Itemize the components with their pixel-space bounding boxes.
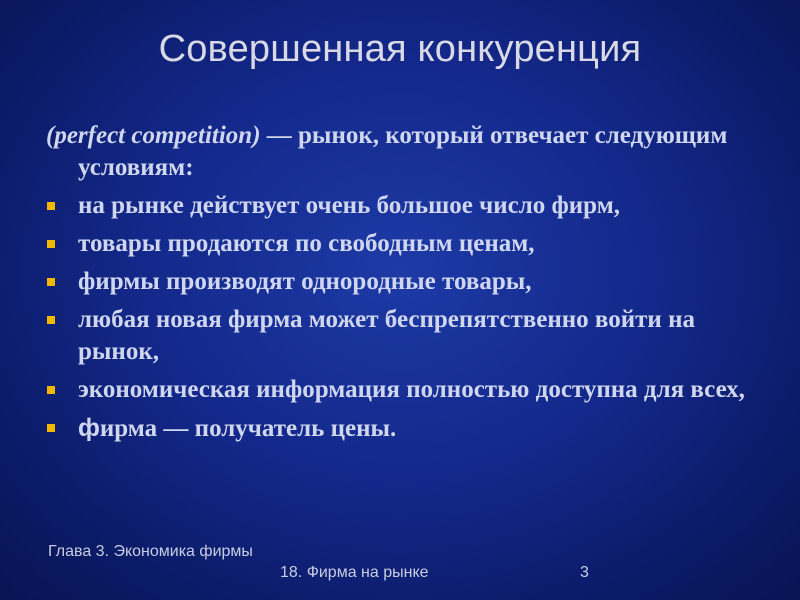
bullet-square-icon bbox=[47, 316, 55, 324]
slide-content bbox=[46, 120, 766, 451]
conditions-list bbox=[46, 190, 766, 445]
list-item-text: товары продаются по свободным ценам, bbox=[78, 230, 535, 257]
list-item-text: на рынке действует очень большое число фирм, bbox=[78, 192, 620, 219]
list-item-text: фирмы производят однородные товары, bbox=[78, 268, 532, 295]
list-item-text: экономическая информация полностью доступна для всех, bbox=[78, 376, 745, 403]
bullet-square-icon bbox=[47, 202, 55, 210]
list-item bbox=[46, 266, 766, 298]
slide-title: Совершенная конкуренция bbox=[158, 28, 642, 70]
bullet-square-icon bbox=[47, 278, 55, 286]
footer-chapter: Глава 3. Экономика фирмы bbox=[48, 543, 253, 560]
bullet-square-icon bbox=[47, 424, 55, 432]
footer-section: 18. Фирма на рынке bbox=[280, 564, 429, 581]
english-term: (perfect competition) bbox=[46, 122, 261, 149]
list-item bbox=[46, 228, 766, 260]
page-number: 3 bbox=[580, 564, 589, 581]
list-item-text: любая новая фирма может беспрепятственно войти на рынок, bbox=[78, 306, 695, 365]
list-item bbox=[46, 190, 766, 222]
bullet-square-icon bbox=[47, 240, 55, 248]
list-item-first-letter: ф bbox=[78, 414, 100, 442]
definition-text: — рынок, который отвечает следующим условиям: bbox=[78, 122, 728, 181]
list-item bbox=[46, 374, 766, 406]
definition-paragraph bbox=[46, 120, 766, 184]
list-item-text: ирма — получатель цены. bbox=[99, 415, 397, 442]
list-item bbox=[46, 304, 766, 368]
list-item bbox=[46, 412, 766, 445]
bullet-square-icon bbox=[47, 386, 55, 394]
